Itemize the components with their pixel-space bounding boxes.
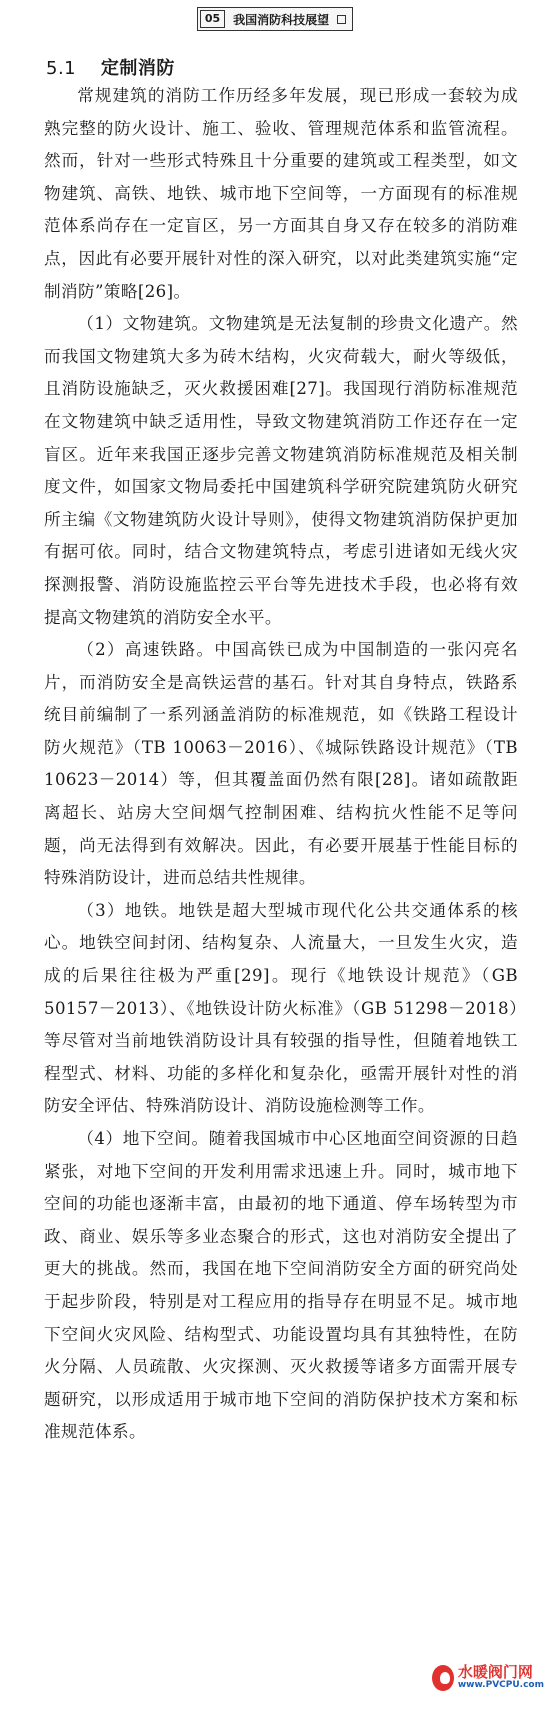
section-heading <box>46 54 175 80</box>
square-mark-icon <box>337 15 346 24</box>
running-header <box>0 6 550 32</box>
paragraph-underground-space: （4）地下空间。随着我国城市中心区地面空间资源的日趋紧张，对地下空间的开发利用需求迅速上升。同时，城市地下空间的功能也逐渐丰富，由最初的地下通道、停车场转型为市政、商业、娱乐等多业态聚合的形式，这也对消防安全提出了更大的挑战。然而，我国在地下空间消防安全方面的研究尚处于起步阶段，特别是对工程应用的指导存在明显不足。城市地下空间火灾风险、结构型式、功能设置均具有其独特性，在防火分隔、人员疏散、火灾探测、灭火救援等诸多方面需开展专题研究，以形成适用于城市地下空间的消防保护技术方案和标准规范体系。 <box>44 1129 518 1442</box>
paragraph-intro: 常规建筑的消防工作历经多年发展，现已形成一套较为成熟完整的防火设计、施工、验收、管理规范体系和监管流程。然而，针对一些形式特殊且十分重要的建筑或工程类型，如文物建筑、高铁、地铁、城市地下空间等，一方面现有的标准规范体系尚存在一定盲区，另一方面其自身又存在较多的消防难点，因此有必要开展针对性的深入研究，以对此类建筑实施“定制消防”策略[26]。 <box>44 86 518 301</box>
watermark-text <box>458 1665 544 1690</box>
paragraph-high-speed-rail: （2）高速铁路。中国高铁已成为中国制造的一张闪亮名片，而消防安全是高铁运营的基石。针对其自身特点，铁路系统目前编制了一系列涵盖消防的标准规范，如《铁路工程设计防火规范》（TB 10063－2016）、《城际铁路设计规范》（TB 10623－2014）等，但其覆盖面仍然有限[28]。诸如疏散距离超长、站房大空间烟气控制困难、结构抗火性能不足等问题，尚无法得到有效解决。因此，有必要开展基于性能目标的特殊消防设计，进而总结共性规律。 <box>44 640 518 888</box>
chapter-number: 05 <box>200 10 225 28</box>
watermark-cn: 水暖阀门网 <box>457 1663 533 1682</box>
paragraph-heritage-buildings: （1）文物建筑。文物建筑是无法复制的珍贵文化遗产。然而我国文物建筑大多为砖木结构，火灾荷载大，耐火等级低，且消防设施缺乏，灭火救援困难[27]。我国现行消防标准规范在文物建筑中缺乏适用性，导致文物建筑消防工作还存在一定盲区。近年来我国正逐步完善文物建筑消防标准规范及相关制度文件，如国家文物局委托中国建筑科学研究院建筑防火研究所主编《文物建筑防火设计导则》，使得文物建筑消防保护更加有据可依。同时，结合文物建筑特点，考虑引进诸如无线火灾探测报警、消防设施监控云平台等先进技术手段，也必将有效提高文物建筑的消防安全水平。 <box>44 314 518 627</box>
chapter-badge <box>197 7 353 31</box>
chapter-title: 我国消防科技展望 <box>233 12 330 27</box>
watermark-url: www.PVCPU.com <box>457 1680 544 1691</box>
watermark-logo-icon <box>432 1665 454 1691</box>
section-number: 5.1 <box>46 58 77 79</box>
section-title: 定制消防 <box>100 58 175 79</box>
paragraph-metro: （3）地铁。地铁是超大型城市现代化公共交通体系的核心。地铁空间封闭、结构复杂、人流量大，一旦发生火灾，造成的后果往往极为严重[29]。现行《地铁设计规范》（GB 50157－2013）、《地铁设计防火标准》（GB 51298－2018）等尽管对当前地铁消防设计具有较强的指导性，但随着地铁工程型式、材料、功能的多样化和复杂化，亟需开展针对性的消防安全评估、特殊消防设计、消防设施检测等工作。 <box>44 900 518 1116</box>
site-watermark <box>432 1656 544 1700</box>
article-body <box>44 80 518 1449</box>
